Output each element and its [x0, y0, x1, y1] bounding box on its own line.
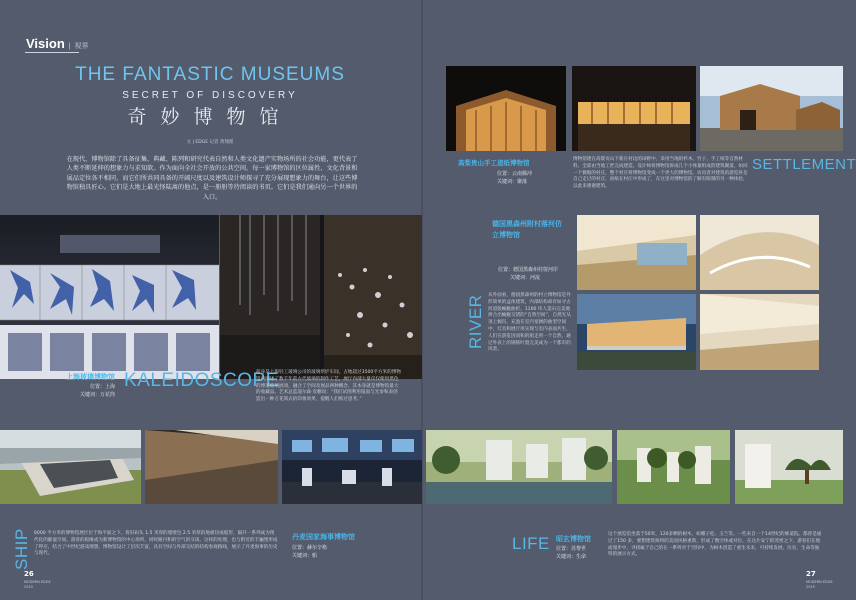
right-issue: 2019: [806, 585, 815, 589]
river-keyword: 关键词：河流: [510, 275, 541, 281]
river-location: 位置：德国黑森州村射河岸: [498, 267, 559, 273]
left-page-number: 26: [24, 570, 34, 578]
photo-garden-bonsai: [735, 430, 843, 504]
section-label: Vision: [26, 36, 65, 51]
settlement-name: 高梨贵山手工道纸博物馆: [458, 159, 530, 167]
river-word: RIVER: [466, 294, 485, 349]
section-label-cn: 视界: [74, 43, 89, 50]
title-chinese: 奇妙博物馆: [127, 106, 293, 128]
section-header: Vision | 视界: [26, 36, 89, 51]
ship-word: SHIP: [12, 528, 31, 570]
settlement-location: 位置：云南腾冲: [497, 171, 533, 177]
denmark-keyword: 关键词：船: [292, 553, 318, 559]
settlement-body: 博物馆建在高黎贡山下新庄村边的田野中，采用当地的杉木、竹子、手工纸等自然材料，全部由当地工匠完成建造。设计师将博物馆拆成几个小体量组成的建筑聚落，如同一个微缩的村庄，整个村庄将博物馆变成一个更大的博物馆。访问者对建筑的游览将是自己走过的村庄，而纸在村庄中形成了，在这里对博物馆的了解有限制的另一种体验，以此来感谢建筑。: [573, 157, 748, 190]
photo-garden-pond: [426, 430, 612, 504]
right-magazine-name: MODERN EDGE: [806, 580, 833, 584]
denmark-location: 位置：赫尔辛格: [292, 545, 328, 551]
photo-river-curved-hall: [700, 215, 819, 290]
settlement-word: SETTLEMENT: [752, 156, 856, 173]
denmark-name: 丹麦国家海事博物馆: [292, 533, 355, 541]
shanghai-body: 前身是上海轻工玻璃公司的玻璃熔炉车间，占地超过3500平方米的博物馆内阐述了数千年前古代玻璃的制作工艺，展厅内部大量仅仅使用黑色的博道玻璃展项，融合了空间及展品两种概念，其本身就是博物馆最大的收藏品。艺术总监迪尔森·皮鹏说：“我们试图利用镜面与光参和表创造出一种万花筒式的印象效果，提醒人们推过思考。”: [256, 370, 401, 403]
photo-garden-columns: [617, 430, 730, 504]
right-page-number: 27: [806, 570, 816, 578]
photo-glass-installation: [220, 215, 422, 379]
kaleidoscope-word: KALEIDOSCOPE: [124, 370, 279, 391]
photo-maritime-passage: [145, 430, 278, 504]
river-name: 德国黑森州附村落河仿立博物馆: [492, 220, 562, 239]
photo-paper-museum-window: [572, 66, 696, 151]
photo-river-corridor: [700, 294, 819, 370]
photo-maritime-gallery: [282, 430, 422, 504]
shanghai-location: 位置：上海: [90, 384, 116, 390]
photo-paper-museum-night: [446, 66, 566, 151]
title-english: THE FANTASTIC MUSEUMS: [75, 64, 345, 85]
life-body: 这个展览馆坐落于50米，120多颗的树木，如椰子松、玉兰等。一些来自一个14世纪的修道院。都曾是通过了150 多，要想建筑师将的美国风格重新，形成了数空体或对位，在这片安宁的茂密之下，游客们在地面漫步中，寻找属于自己的在一系列对于空间中，为树木创造了重生未来，可持续发展、历史、生命等独特的展示方式。: [608, 532, 822, 558]
photo-paper-museum-day: [700, 66, 843, 151]
intro-paragraph: 在现代，博物馆除了具备征集、典藏、陈列和研究代表自然和人类文化遗产实物场所的社会功能，更代表了人类不断延伸的想象力与求知欲。作为面向全社会开放的公共空间，每一家博物馆的区位属性、文化背景和展品定位各不相同，而它们所共同具备的开阔尺度以及建筑设计师探寻了充分展现想象力的舞台，让这些博物馆独具匠心。它们是大地上最光怪陆离的他点，是一册册等待阅读的书页。它们是我们通向另一个世界的入口。: [66, 156, 358, 201]
shanghai-name: 上海玻璃博物馆: [66, 373, 115, 381]
river-body: 从外面看，德国黑森州的村立博物馆是外形简单的盒体建筑，内部结构却有如寻古河道般蜿蜒曲折。1100 块人造石完美地拼合出蜿蜒交错的“自然空间”，自然光从顶上倾泻，充盈在室内宽阔的曲型空间中，灯具和展厅用实现与室内表面共生，人们在游览因而和的船走到一个自然，通过外表上的钢筋叶置完美成为一个都市的风景。: [488, 293, 571, 353]
settlement-keyword: 关键词：聚落: [497, 179, 528, 185]
photo-maritime-aerial: [0, 430, 141, 504]
life-location: 位置：苏黎世: [556, 546, 587, 552]
photo-glass-wall: [0, 215, 219, 379]
title-subtitle: SECRET OF DISCOVERY: [122, 90, 298, 101]
photo-river-exterior: [577, 294, 696, 370]
shanghai-keyword: 关键词：万花筒: [80, 392, 116, 398]
byline: 文 | EDGE 记者 黄翔派: [186, 140, 234, 145]
denmark-body: 6000 平方米的博物馆展区位于海平面之下。将旧码头 1.5 米厚的墙壁包 2.5 米厚的地板切成船形，隔开一系列成为现代化的静谧空间。游客的船缘成为新博物馆的中心场所，同时跟丹和的空气的交谈。这样的处理，也与附近的丰骊堡形成了呼应，结合了中世纪游戏理想。博物馆设计了层次丰富，具有空间与外部交结的结构参观路线，展示了丹麦海事的历史与现代。: [34, 531, 278, 557]
photo-river-interior-window: [577, 215, 696, 290]
life-word: LIFE: [512, 534, 550, 553]
life-keyword: 关键词：生命: [556, 554, 587, 560]
left-issue: 2019: [24, 585, 33, 589]
life-name: 昭玄博物馆: [556, 535, 591, 543]
header-rule: [25, 52, 79, 53]
left-magazine-name: MODERN EDGE: [24, 580, 51, 584]
